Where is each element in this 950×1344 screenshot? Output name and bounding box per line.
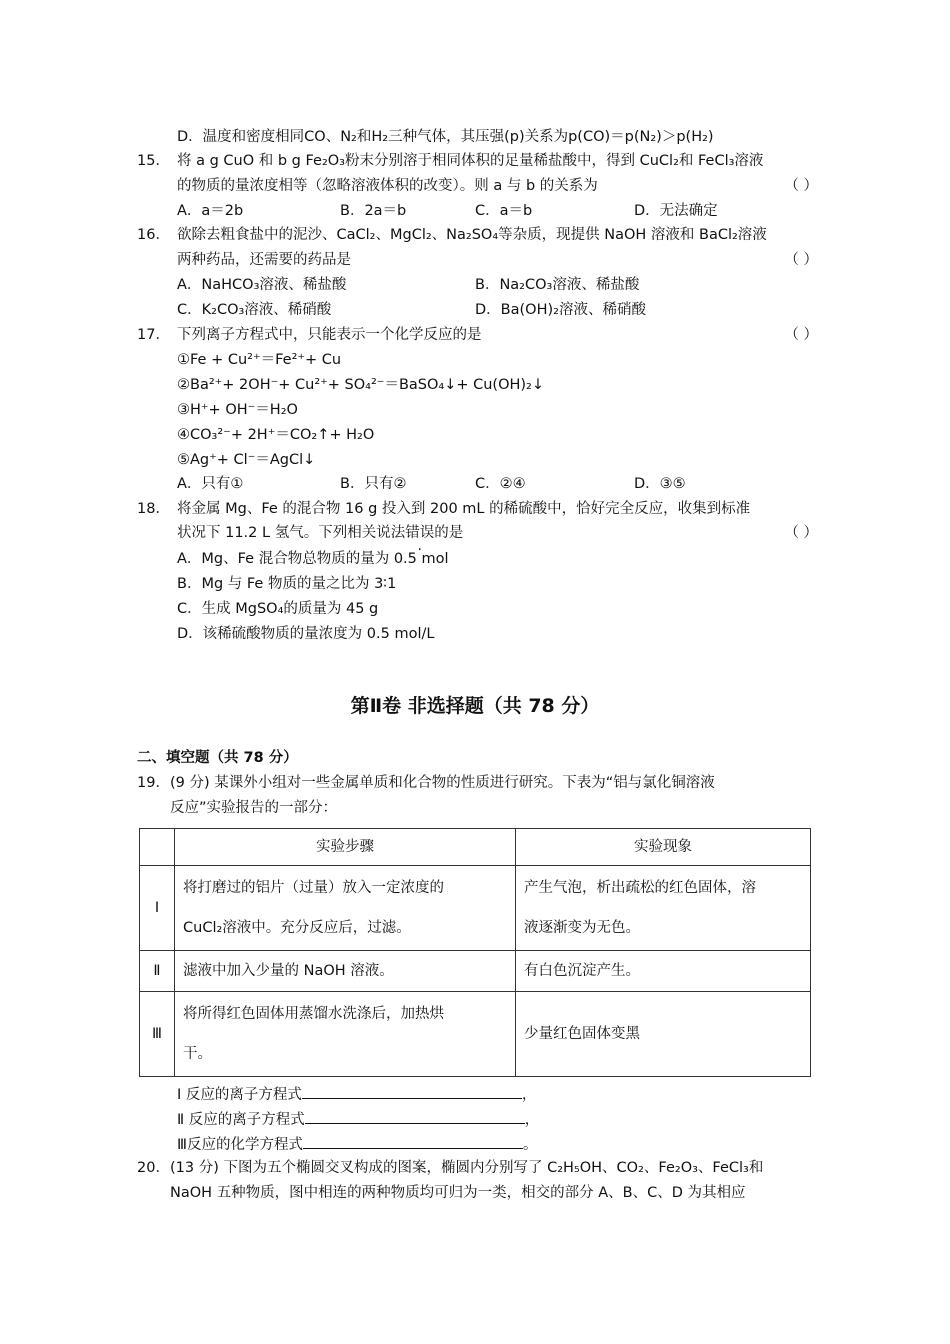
q19-number: 19．	[137, 775, 170, 791]
q18-emphasis-word: 错误	[405, 525, 435, 541]
experiment-table	[139, 828, 811, 1077]
blank-label: Ⅲ反应的化学方程式	[177, 1137, 303, 1153]
q15-number: 15．	[137, 153, 170, 169]
q16-stem-line1: 欲除去粗食盐中的泥沙、CaCl₂、MgCl₂、Na₂SO₄等杂质，现提供 NaOH 溶液和 BaCl₂溶液	[177, 227, 767, 243]
q16-option-d: D．Ba(OH)₂溶液、稀硝酸	[475, 302, 646, 318]
step-text: 将打磨过的铝片（过量）放入一定浓度的	[183, 880, 444, 896]
blank-label: Ⅱ 反应的离子方程式	[177, 1112, 305, 1128]
observation-cell	[516, 951, 811, 992]
q19-blank-row-1	[177, 1082, 536, 1108]
table-row	[140, 992, 811, 1077]
q15-option-b: B．2a＝b	[340, 203, 407, 219]
q18-stem-line2	[177, 521, 463, 546]
table-header-row	[140, 829, 811, 866]
q18-option-a: A．Mg、Fe 混合物总物质的量为 0.5 mol	[177, 551, 449, 567]
row-id: Ⅱ	[140, 951, 175, 992]
observation-cell	[516, 992, 811, 1077]
q17-equation-3: ③H⁺+ OH⁻＝H₂O	[177, 402, 298, 418]
q15-option-a: A．a＝2b	[177, 203, 244, 219]
q18-stem-line2-part3: 的是	[434, 525, 464, 541]
table-header-cell	[140, 829, 175, 866]
q17-option-c: C．②④	[475, 476, 526, 492]
row-id: Ⅲ	[140, 992, 175, 1077]
q18-number: 18．	[137, 501, 170, 517]
table-row	[140, 951, 811, 992]
step-text: 将所得红色固体用蒸馏水洗涤后，加热烘	[183, 1006, 444, 1022]
q17-option-b: B．只有②	[340, 476, 407, 492]
step-text: 干。	[183, 1046, 212, 1062]
q18-option-c: C．生成 MgSO₄的质量为 45 g	[177, 601, 379, 617]
observation-cell	[516, 866, 811, 951]
blank-label: Ⅰ 反应的离子方程式	[177, 1087, 302, 1103]
q19-blank-row-2	[177, 1107, 539, 1133]
q17-option-a: A．只有①	[177, 476, 244, 492]
step-text: 滤液中加入少量的 NaOH 溶液。	[183, 963, 394, 979]
q20-number: 20．	[137, 1160, 170, 1176]
q17-number: 17．	[137, 327, 170, 343]
part2-title: 第Ⅱ卷 非选择题（共 78 分）	[350, 695, 600, 717]
observation-text: 产生气泡，析出疏松的红色固体，溶	[524, 880, 756, 896]
q15-option-d: D．无法确定	[634, 203, 718, 219]
q16-stem-line2: 两种药品，还需要的药品是	[177, 252, 351, 268]
q16-answer-paren: （ ）	[784, 252, 818, 268]
punctuation: ，	[524, 1112, 540, 1128]
q20-stem-line1: (13 分) 下图为五个椭圆交叉构成的图案，椭圆内分别写了 C₂H₅OH、CO₂、Fe₂O₃、FeCl₃和	[170, 1160, 764, 1176]
q19-blank-row-3	[177, 1132, 538, 1158]
step-cell	[175, 951, 516, 992]
step-text: CuCl₂溶液中。充分反应后，过滤。	[183, 920, 411, 936]
observation-text: 少量红色固体变黑	[524, 1026, 640, 1042]
q17-equation-1: ①Fe + Cu²⁺＝Fe²⁺+ Cu	[177, 352, 342, 368]
q17-answer-paren: （ ）	[784, 327, 818, 343]
answer-blank-2[interactable]	[305, 1107, 525, 1124]
observation-text: 液逐渐变为无色。	[524, 920, 640, 936]
q14-option-d: D．温度和密度相同CO、N₂和H₂三种气体，其压强(p)关系为p(CO)＝p(N₂)＞p(H₂)	[177, 129, 714, 145]
observation-text: 有白色沉淀产生。	[524, 963, 640, 979]
step-cell	[175, 992, 516, 1077]
q15-stem-line2: 的物质的量浓度相等（忽略溶液体积的改变）。则 a 与 b 的关系为	[177, 178, 598, 194]
answer-blank-1[interactable]	[302, 1082, 522, 1099]
step-cell	[175, 866, 516, 951]
q17-equation-4: ④CO₃²⁻+ 2H⁺＝CO₂↑+ H₂O	[177, 427, 375, 443]
row-id: Ⅰ	[140, 866, 175, 951]
q16-option-a: A．NaHCO₃溶液、稀盐酸	[177, 277, 347, 293]
q19-stem-line1: (9 分) 某课外小组对一些金属单质和化合物的性质进行研究。下表为“铝与氯化铜溶液	[170, 775, 715, 791]
q17-equation-2: ②Ba²⁺+ 2OH⁻+ Cu²⁺+ SO₄²⁻＝BaSO₄↓+ Cu(OH)₂↓	[177, 377, 545, 393]
q15-option-c: C．a＝b	[475, 203, 533, 219]
q16-option-c: C．K₂CO₃溶液、稀硝酸	[177, 302, 332, 318]
q18-option-d: D．该稀硫酸物质的量浓度为 0.5 mol/L	[177, 626, 435, 642]
section-title: 二、填空题（共 78 分）	[137, 750, 298, 766]
q17-option-d: D．③⑤	[634, 476, 686, 492]
q16-option-b: B．Na₂CO₃溶液、稀盐酸	[475, 277, 640, 293]
q18-answer-paren: （ ）	[784, 525, 818, 541]
answer-blank-3[interactable]	[303, 1132, 523, 1149]
table-header-cell: 实验现象	[516, 829, 811, 866]
q15-answer-paren: （ ）	[784, 178, 818, 194]
q18-stem-line1: 将金属 Mg、Fe 的混合物 16 g 投入到 200 mL 的稀硫酸中，恰好完全反应，收集到标准	[177, 501, 751, 517]
q15-stem-line1: 将 a g CuO 和 b g Fe₂O₃粉末分别溶于相同体积的足量稀盐酸中，得到 CuCl₂和 FeCl₃溶液	[177, 153, 764, 169]
punctuation: ，	[521, 1087, 537, 1103]
q19-stem-line2: 反应”实验报告的一部分：	[170, 800, 338, 816]
q16-number: 16．	[137, 227, 170, 243]
q18-stem-line2-part1: 状况下 11.2 L 氢气。下列相关说法	[177, 525, 406, 541]
q17-equation-5: ⑤Ag⁺+ Cl⁻＝AgCl↓	[177, 452, 316, 468]
punctuation: 。	[523, 1137, 538, 1153]
table-header-cell: 实验步骤	[175, 829, 516, 866]
q17-stem: 下列离子方程式中，只能表示一个化学反应的是	[177, 327, 482, 343]
table-row	[140, 866, 811, 951]
q20-stem-line2: NaOH 五种物质，图中相连的两种物质均可归为一类，相交的部分 A、B、C、D 为其相应	[170, 1185, 746, 1201]
q18-option-b: B．Mg 与 Fe 物质的量之比为 3∶1	[177, 576, 397, 592]
